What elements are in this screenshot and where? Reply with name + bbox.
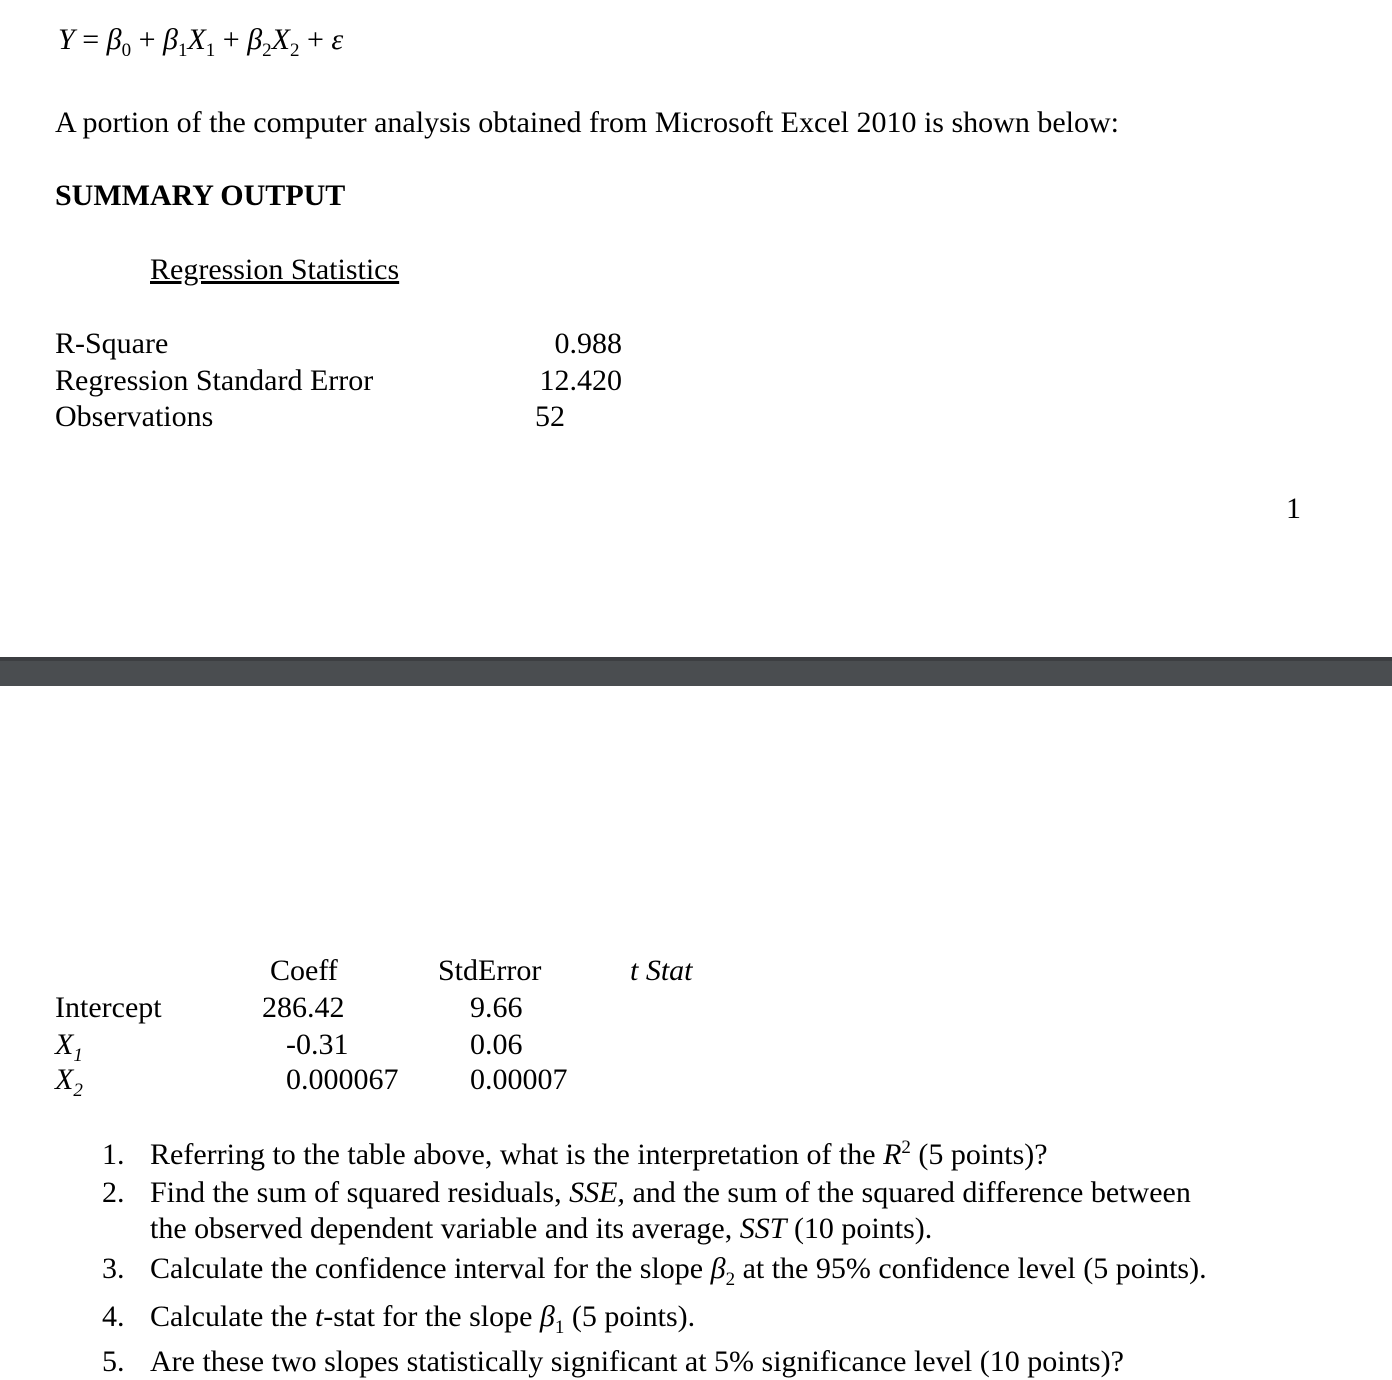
regression-equation [58, 22, 344, 61]
eq-y: Y [58, 23, 75, 56]
eq-x1: X [187, 23, 206, 56]
q2-sse: SSE, [569, 1176, 625, 1209]
page-number: 1 [1286, 492, 1301, 525]
q3-text-a: Calculate the confidence interval for the slope [150, 1252, 711, 1285]
row-label-x1-sub: 1 [73, 1045, 83, 1066]
q4-beta: β [539, 1300, 555, 1333]
eq-epsilon: ε [331, 23, 344, 56]
eq-equals: = [82, 23, 100, 56]
q4-text-b: -stat for the slope [323, 1300, 540, 1333]
q2-text-c: the observed dependent variable and its average, [150, 1212, 740, 1245]
q3-beta: β [710, 1252, 726, 1285]
intro-text: A portion of the computer analysis obtained from Microsoft Excel 2010 is shown below: [55, 106, 1119, 139]
stat-label-standard-error: Regression Standard Error [55, 364, 374, 397]
question-text: Are these two slopes statistically significant at 5% significance level (10 points)? [150, 1345, 1124, 1378]
eq-sub1b: 1 [205, 40, 216, 61]
row-coeff-intercept: 286.42 [262, 991, 345, 1024]
q3-text-b: at the 95% confidence level (5 points). [735, 1252, 1207, 1285]
eq-plus2: + [222, 23, 240, 56]
eq-plus3: + [306, 23, 324, 56]
question-number: 5. [102, 1345, 125, 1378]
stat-value-r-square: 0.988 [554, 327, 622, 360]
eq-beta2: β [247, 23, 263, 56]
question-2-line-2 [150, 1211, 932, 1247]
q2-sst: SST [739, 1212, 787, 1245]
question-text [150, 1175, 1191, 1211]
row-coeff-x2: 0.000067 [286, 1063, 399, 1096]
eq-x2: X [271, 23, 290, 56]
q2-text-d: (10 points). [786, 1212, 933, 1245]
row-label-x1-var: X [55, 1028, 74, 1061]
stat-label-r-square: R-Square [55, 327, 169, 360]
stat-value-observations: 52 [535, 400, 565, 433]
q4-t: t [314, 1300, 324, 1333]
q3-sub: 2 [725, 1269, 736, 1290]
row-coeff-x1: -0.31 [286, 1028, 349, 1061]
row-label-x2 [55, 1062, 83, 1101]
regression-statistics-heading: Regression Statistics [150, 253, 400, 286]
page-separator [0, 657, 1392, 686]
question-text [150, 1251, 1207, 1290]
header-tstat: t Stat [630, 954, 693, 987]
question-text [150, 1299, 696, 1338]
summary-title: SUMMARY OUTPUT [55, 179, 346, 212]
q2-text-a: Find the sum of squared residuals, [150, 1176, 570, 1209]
question-number: 1. [102, 1138, 125, 1171]
q1-text-b: (5 points)? [910, 1138, 1048, 1171]
row-stderror-intercept: 9.66 [470, 991, 523, 1024]
stat-label-observations: Observations [55, 400, 214, 433]
question-number: 2. [102, 1176, 125, 1209]
row-label-x2-var: X [55, 1063, 74, 1096]
header-coeff: Coeff [270, 954, 338, 987]
q2-text-b: and the sum of the squared difference between [624, 1176, 1191, 1209]
q4-sub: 1 [554, 1317, 565, 1338]
q1-text-a: Referring to the table above, what is the interpretation of the [150, 1138, 884, 1171]
eq-sub2b: 2 [289, 40, 300, 61]
question-text [150, 1137, 1048, 1173]
q1-sup: 2 [901, 1137, 911, 1158]
row-label-x1 [55, 1027, 83, 1066]
eq-sub1a: 1 [177, 40, 188, 61]
eq-sub2a: 2 [262, 40, 272, 61]
q4-text-c: (5 points). [564, 1300, 696, 1333]
eq-beta0: β [106, 23, 122, 56]
stat-value-standard-error: 12.420 [539, 364, 622, 397]
eq-plus1: + [138, 23, 156, 56]
q1-r: R [883, 1138, 902, 1171]
eq-sub0: 0 [121, 40, 132, 61]
row-stderror-x2: 0.00007 [470, 1063, 568, 1096]
eq-beta1: β [162, 23, 178, 56]
q4-text-a: Calculate the [150, 1300, 315, 1333]
row-label-intercept: Intercept [55, 991, 162, 1024]
question-number: 3. [102, 1252, 125, 1285]
row-label-x2-sub: 2 [73, 1080, 83, 1101]
header-stderror: StdError [438, 954, 542, 987]
row-stderror-x1: 0.06 [470, 1028, 523, 1061]
question-number: 4. [102, 1300, 125, 1333]
